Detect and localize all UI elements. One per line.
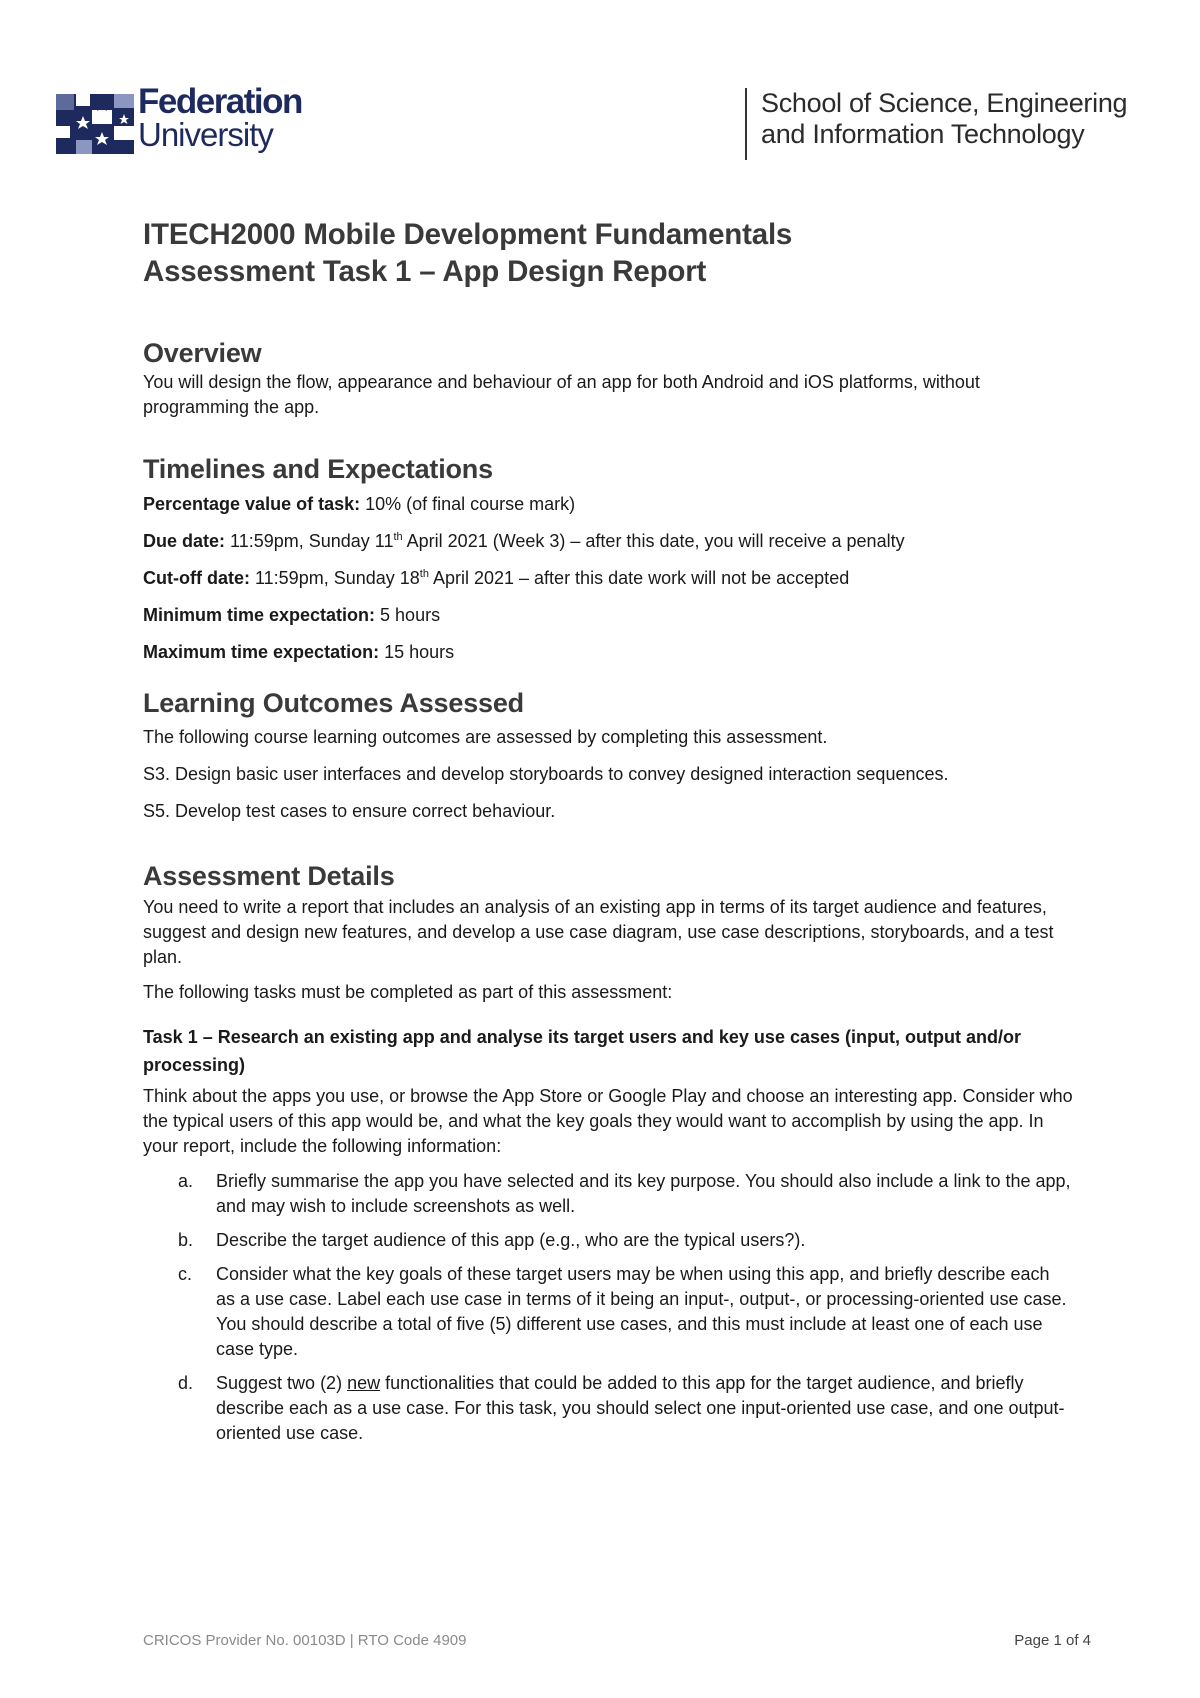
- timelines-heading: Timelines and Expectations: [143, 454, 493, 484]
- list-marker: a.: [178, 1171, 194, 1191]
- list-item: [143, 1262, 1073, 1362]
- list-item-text: Consider what the key goals of these target users may be when using this app, and briefly describe each as a use case. Label each use case in terms of it being an input-, output-, or processing-oriented use case. You should describe a total of five (5) different use cases, and this must include at least one of each use case type.: [216, 1264, 1067, 1359]
- list-item-text: Describe the target audience of this app (e.g., who are the typical users?).: [216, 1230, 806, 1250]
- due-date-value-b: April 2021 (Week 3) – after this date, you will receive a penalty: [402, 531, 905, 551]
- federation-university-logo: [56, 82, 326, 160]
- cutoff-date-label: Cut-off date:: [143, 568, 250, 588]
- school-name: [745, 88, 1127, 160]
- max-time-label: Maximum time expectation:: [143, 642, 380, 662]
- max-time-line: [143, 640, 1073, 665]
- due-date-value-a: 11:59pm, Sunday 11: [225, 531, 394, 551]
- logo-line-federation: Federation: [138, 82, 302, 121]
- task1-list: [143, 1169, 1073, 1446]
- list-item-text: Briefly summarise the app you have selected and its key purpose. You should also include a link to the app, and may wish to include screenshots as well.: [216, 1171, 1071, 1216]
- max-time-value: 15 hours: [379, 642, 455, 662]
- task1-heading: Task 1 – Research an existing app and analyse its target users and key use cases (input, output and/or processing): [143, 1027, 1021, 1075]
- logo-wordmark: [138, 84, 302, 151]
- learning-outcomes-section: [143, 686, 1073, 824]
- cutoff-date-suffix: th: [419, 568, 429, 580]
- percentage-value: 10% (of final course mark): [360, 494, 576, 514]
- learning-outcome-s5: S5. Develop test cases to ensure correct behaviour.: [143, 801, 556, 821]
- list-item-text-a: Suggest two (2): [216, 1373, 348, 1393]
- cutoff-date-value-a: 11:59pm, Sunday 18: [249, 568, 420, 588]
- document-title: [143, 216, 1073, 290]
- min-time-label: Minimum time expectation:: [143, 605, 376, 625]
- cutoff-date-line: [143, 566, 1073, 591]
- due-date-label: Due date:: [143, 531, 226, 551]
- list-item: [143, 1169, 1073, 1219]
- footer-page-number: Page 1 of 4: [1014, 1632, 1091, 1649]
- task1-section: [143, 1023, 1073, 1446]
- overview-heading: Overview: [143, 338, 262, 368]
- list-item: [143, 1371, 1073, 1446]
- school-name-line2: and Information Technology: [761, 119, 1085, 149]
- list-marker: c.: [178, 1264, 193, 1284]
- percentage-value-line: [143, 492, 1073, 517]
- cutoff-date-value-b: April 2021 – after this date work will not be accepted: [428, 568, 850, 588]
- list-item: [143, 1228, 1073, 1253]
- overview-text: You will design the flow, appearance and behaviour of an app for both Android and iOS platforms, without programming the app.: [143, 372, 980, 417]
- list-item-text-b: functionalities that could be added to this app for the target audience, and briefly describe each as a use case. For this task, you should select one input-oriented use case, and one output-oriented use case.: [216, 1373, 1065, 1443]
- overview-section: [143, 336, 1073, 420]
- due-date-line: [143, 529, 1073, 554]
- task1-intro: Think about the apps you use, or browse the App Store or Google Play and choose an interesting app. Consider who the typical users of this app would be, and what the key goals they would want to accomplish by using the app. In your report, include the following information:: [143, 1086, 1073, 1156]
- list-item-underlined-word: new: [347, 1373, 381, 1393]
- document-title-line1: ITECH2000 Mobile Development Fundamentals: [143, 218, 793, 251]
- timelines-section: [143, 452, 1073, 665]
- learning-outcomes-heading: Learning Outcomes Assessed: [143, 688, 524, 718]
- learning-outcome-s3: S3. Design basic user interfaces and develop storyboards to convey designed interaction sequences.: [143, 764, 949, 784]
- assessment-details-para1: You need to write a report that includes an analysis of an existing app in terms of its target audience and features, suggest and design new features, and develop a use case diagram, use case descriptions, storyboards, and a test plan.: [143, 897, 1054, 967]
- min-time-line: [143, 603, 1073, 628]
- assessment-details-para2: The following tasks must be completed as part of this assessment:: [143, 982, 673, 1002]
- school-name-line1: School of Science, Engineering: [761, 88, 1128, 118]
- percentage-label: Percentage value of task:: [143, 494, 361, 514]
- federation-logo-mark-icon: [56, 92, 136, 156]
- footer-cricos: CRICOS Provider No. 00103D | RTO Code 4909: [143, 1632, 467, 1649]
- due-date-suffix: th: [393, 531, 403, 543]
- list-marker: b.: [178, 1230, 194, 1250]
- document-body: [143, 216, 1073, 1455]
- learning-outcomes-intro: The following course learning outcomes are assessed by completing this assessment.: [143, 727, 828, 747]
- list-marker: d.: [178, 1373, 194, 1393]
- logo-line-university: University: [138, 116, 273, 153]
- min-time-value: 5 hours: [375, 605, 441, 625]
- document-title-line2: Assessment Task 1 – App Design Report: [143, 255, 707, 288]
- assessment-details-heading: Assessment Details: [143, 861, 395, 891]
- assessment-details-section: [143, 859, 1073, 1446]
